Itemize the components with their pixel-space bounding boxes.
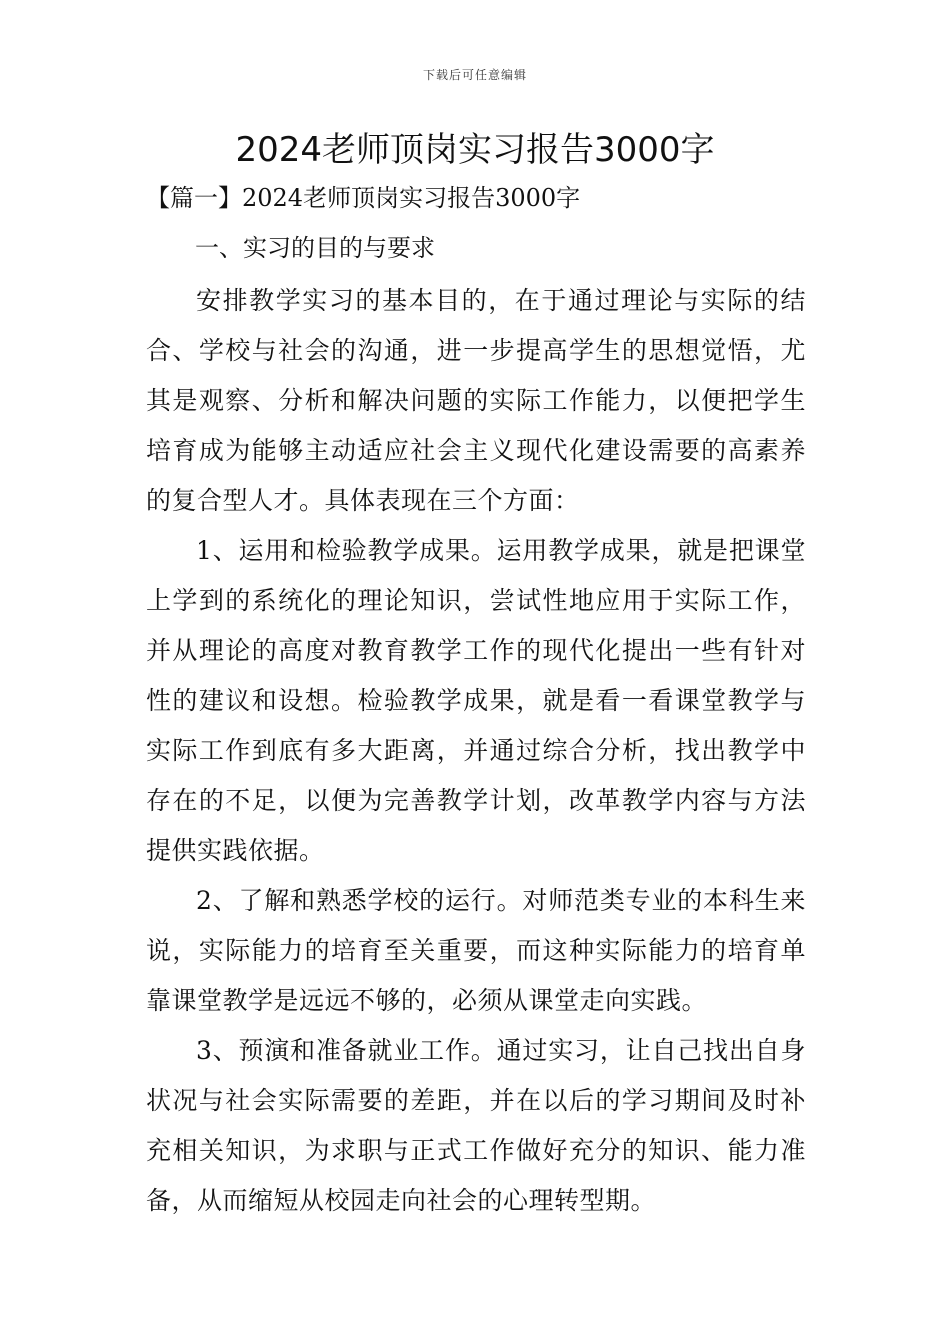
document-title: 2024老师顶岗实习报告3000字 [235,130,715,170]
paragraph-item-1: 1、运用和检验教学成果。运用教学成果，就是把课堂上学到的系统化的理论知识，尝试性地应用于实际工作，并从理论的高度对教育教学工作的现代化提出一些有针对性的建议和设想。检验教学成果，就是看一看课堂教学与实际工作到底有多大距离，并通过综合分析，找出教学中存在的不足，以便为完善教学计划，改革教学内容与方法提供实践依据。 [146,536,806,865]
paragraph-purpose: 安排教学实习的基本目的，在于通过理论与实际的结合、学校与社会的沟通，进一步提高学生的思想觉悟，尤其是观察、分析和解决问题的实际工作能力，以便把学生培育成为能够主动适应社会主义现代化建设需要的高素养的复合型人才。具体表现在三个方面： [146,286,806,515]
section-heading: 一、实习的目的与要求 [195,234,435,262]
header-note: 下载后可任意编辑 [422,68,527,82]
document-subtitle: 【篇一】2024老师顶岗实习报告3000字 [146,184,581,212]
paragraph-item-3: 3、预演和准备就业工作。通过实习，让自己找出自身状况与社会实际需要的差距，并在以后的学习期间及时补充相关知识，为求职与正式工作做好充分的知识、能力准备，从而缩短从校园走向社会的心理转型期。 [146,1036,806,1215]
paragraph-item-2: 2、了解和熟悉学校的运行。对师范类专业的本科生来说，实际能力的培育至关重要，而这种实际能力的培育单靠课堂教学是远远不够的，必须从课堂走向实践。 [146,886,806,1015]
document-body [146,276,806,1226]
